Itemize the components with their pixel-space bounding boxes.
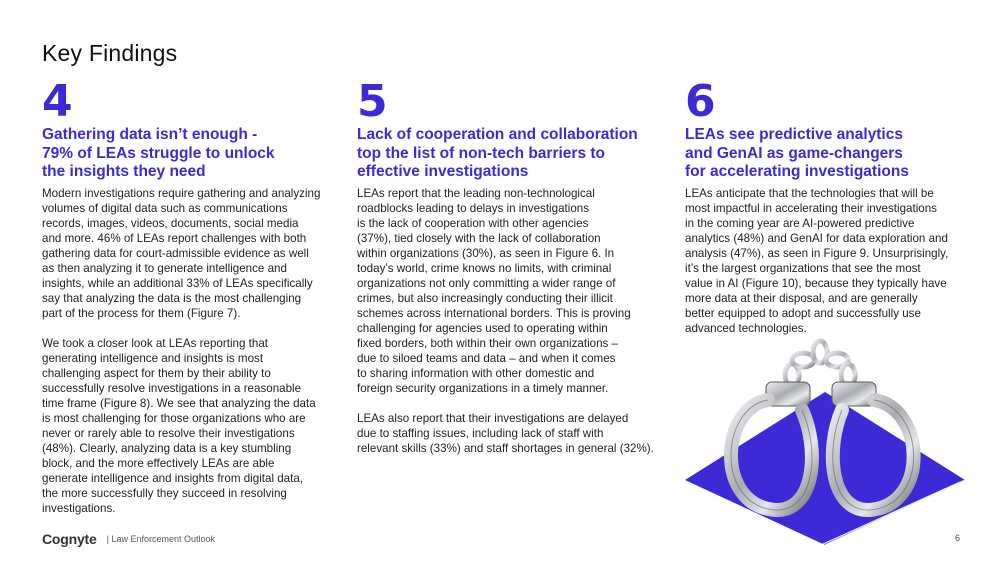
finding-body: LEAs anticipate that the technologies that will be most impactful in accelerating their investigations in the coming year are AI-powered predictive analytics (48%) and GenAI for data exploration and analysis (47%), as seen in Figure 9. Unsurprisingly, it’s the largest organizations that see the most value in AI (Figure 10), because they typically have more data at their disposal, and are generally better equipped to adopt and successfully use advanced technologies. (685, 186, 949, 335)
finding-body: LEAs report that the leading non-technological roadblocks leading to delays in investigations is the lack of cooperation with other agencies (37%), tied closely with the lack of collaboration within organizations (30%), as seen in Figure 6. In today’s world, crime knows no limits, with criminal organizations not only committing a wider range of crimes, but also increasingly conducting their illicit schemes across international borders. This is proving challenging for agencies used to operating within fixed borders, both within their own organizations – due to siloed teams and data – and when it comes to sharing information with other domestic and foreign security organizations in a timely manner. LEAs also report that their investigations are delayed due to staffing issues, including lack of staff with relevant skills (33%) and staff shortages in general (32%). (357, 186, 654, 455)
page-title: Key Findings (42, 40, 178, 66)
finding-number: 4 (42, 76, 73, 127)
finding-column-5 (357, 76, 657, 456)
handcuffs-icon (680, 330, 970, 555)
finding-number: 5 (357, 76, 388, 127)
finding-heading: LEAs see predictive analytics and GenAI as game-changers for accelerating investigations (685, 126, 909, 180)
finding-number: 6 (685, 76, 716, 127)
finding-heading: Lack of cooperation and collaboration top the list of non-tech barriers to effective investigations (357, 126, 638, 180)
finding-heading: Gathering data isn’t enough - 79% of LEAs struggle to unlock the insights they need (42, 126, 275, 180)
cognyte-logo: Cognyte (42, 531, 97, 547)
finding-body: Modern investigations require gathering and analyzing volumes of digital data such as communications records, images, videos, documents, social media and more. 46% of LEAs report challenges with both gathering data for court-admissible evidence as well as then analyzing it to generate intelligence and insights, while an additional 33% of LEAs specifically say that analyzing the data is the most challenging part of the process for them (Figure 7). We took a closer look at LEAs reporting that generating intelligence and insights is most challenging aspect for them by their ability to successfully resolve investigations in a reasonable time frame (Figure 8). We see that analyzing the data is most challenging for those organizations who are never or rarely able to resolve their investigations (48%). Clearly, analyzing data is a key stumbling block, and the more effectively LEAs are able generate intelligence and insights from digital data, the more successfully they succeed in resolving investigations. (42, 186, 321, 515)
finding-column-6 (685, 76, 967, 336)
finding-column-4 (42, 76, 334, 516)
page-number: 6 (954, 533, 960, 543)
footer (42, 531, 215, 547)
publication-name: | Law Enforcement Outlook (106, 534, 216, 544)
